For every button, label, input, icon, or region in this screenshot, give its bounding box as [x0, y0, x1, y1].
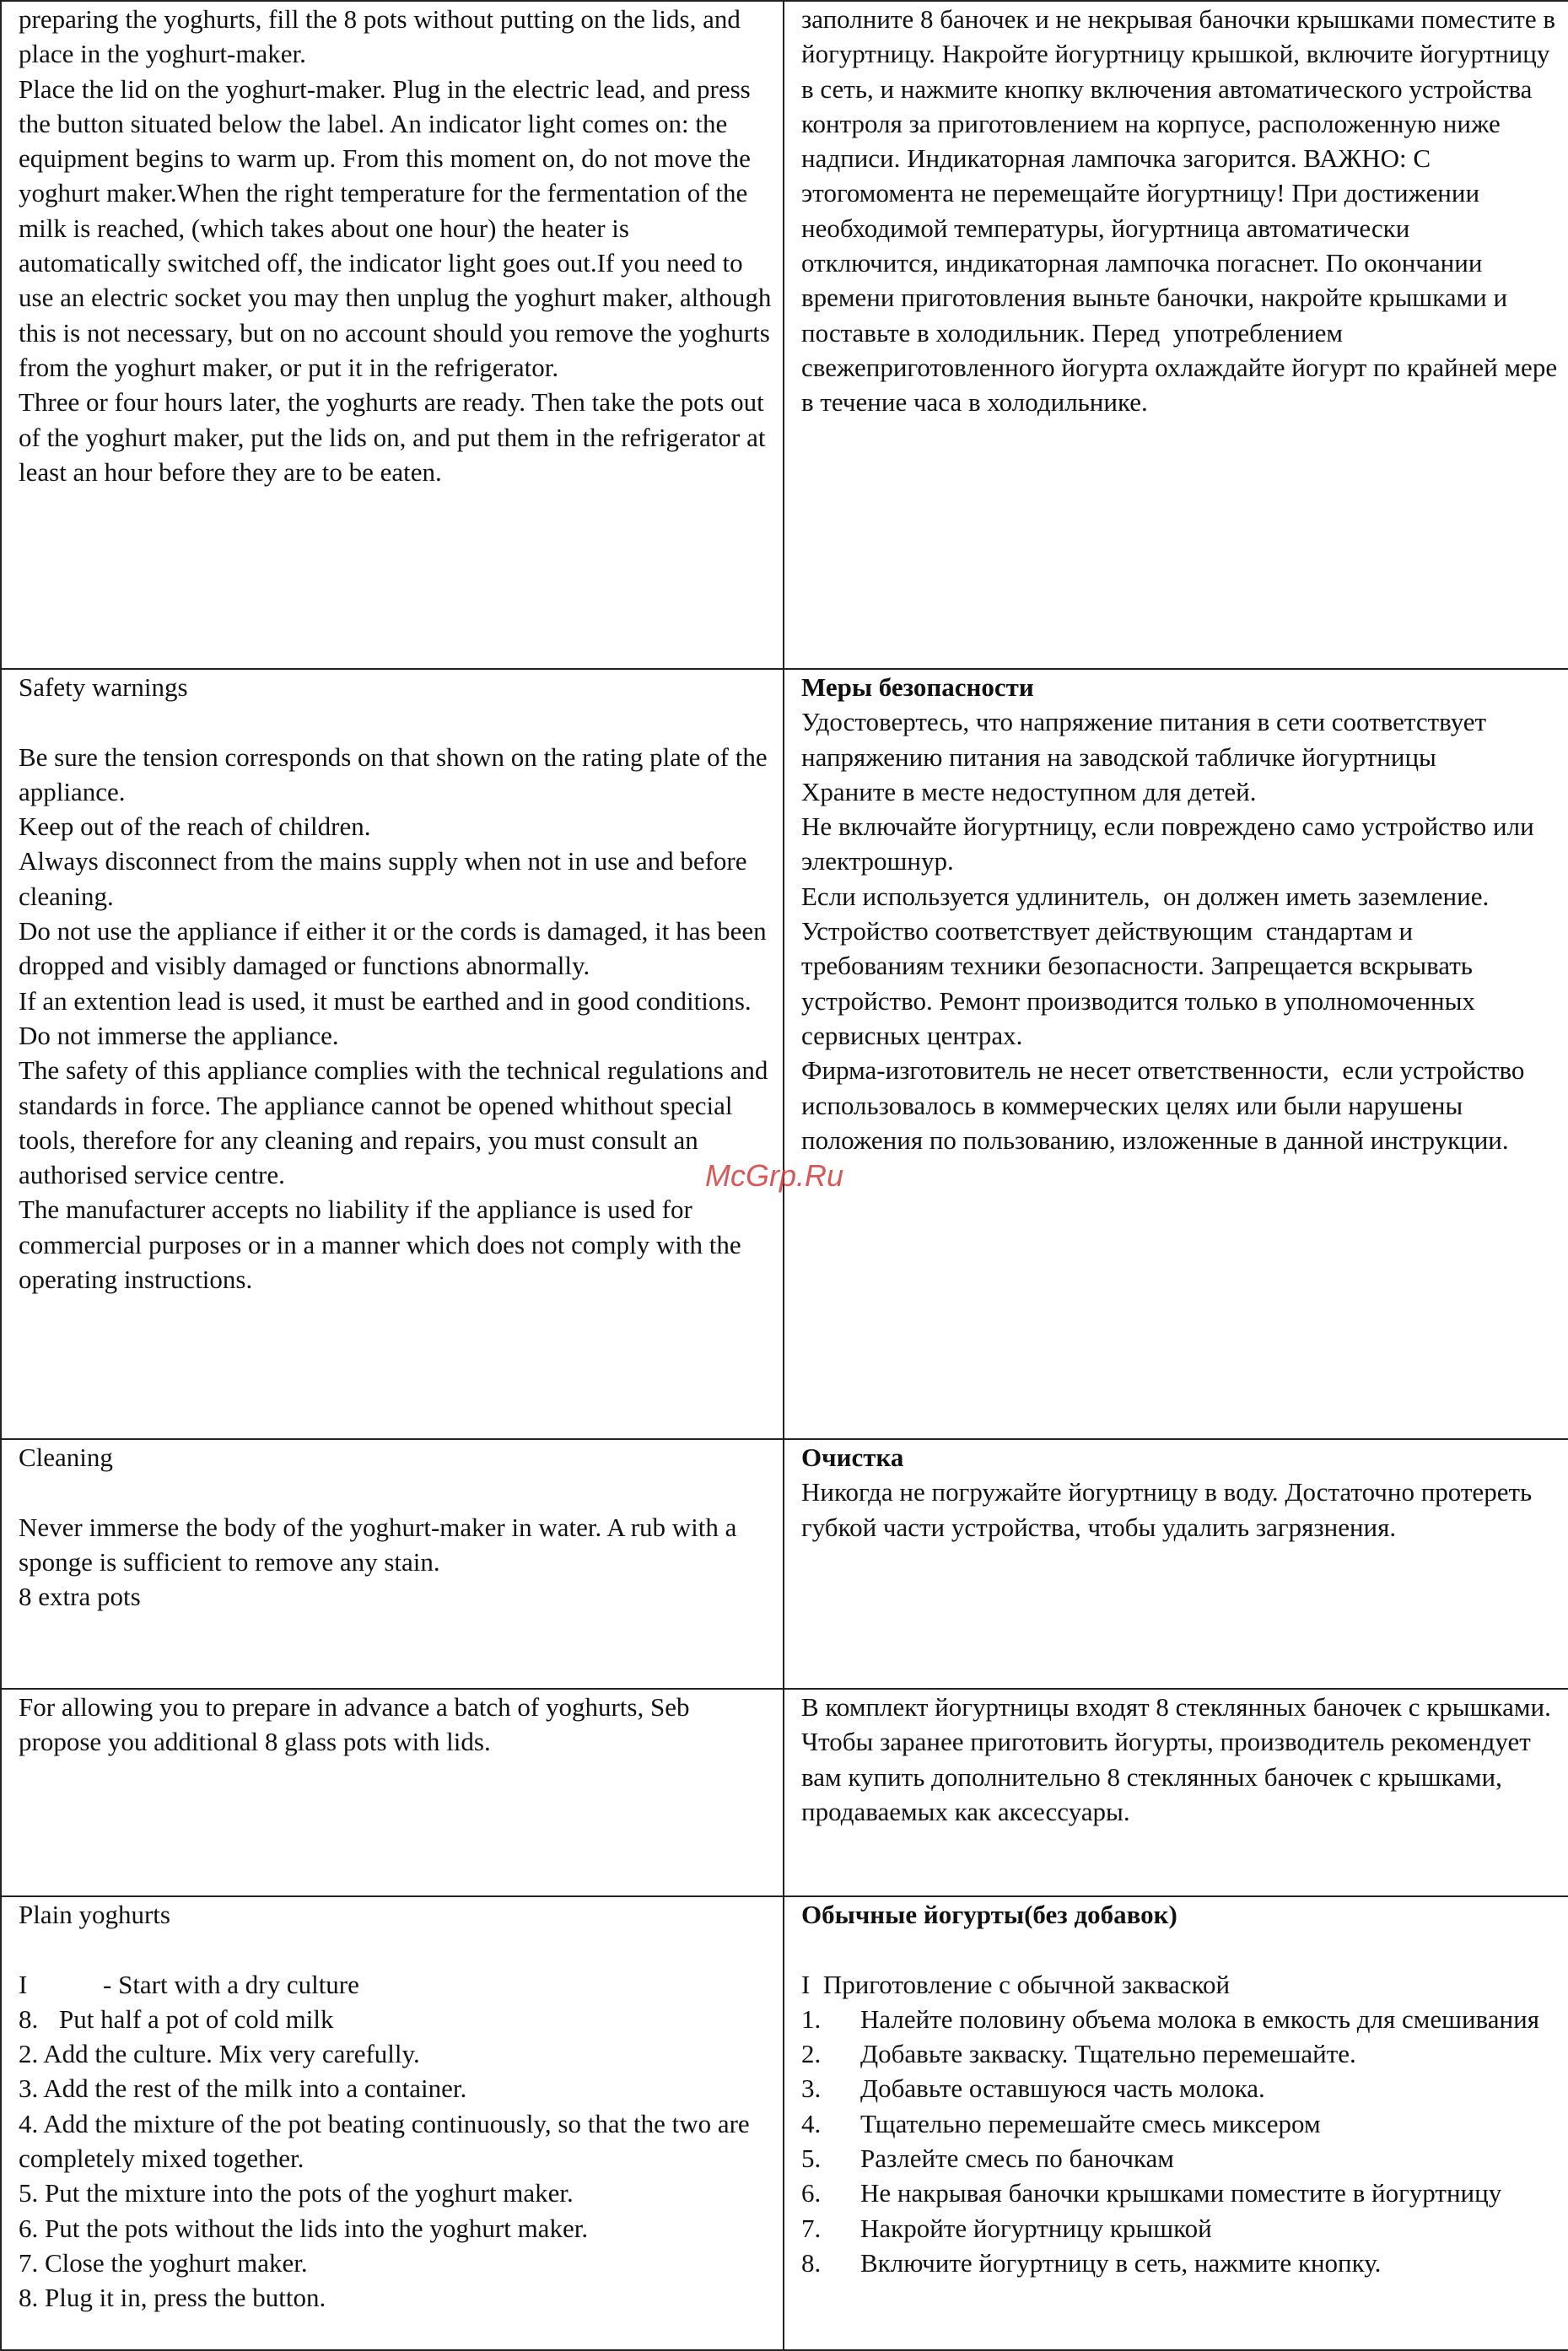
step-number: 7.	[801, 2213, 822, 2243]
step-number: 4.	[801, 2108, 822, 2138]
list-item: 5. Put the mixture into the pots of the yoghurt maker.	[19, 2178, 574, 2208]
section-title: Очистка	[801, 1442, 904, 1472]
step-text: Включите йогуртницу в сеть, нажмите кнопку.	[860, 2247, 1382, 2278]
list-item: 8. Plug it in, press the button.	[19, 2283, 326, 2313]
paragraph: Фирма-изготовитель не несет ответственности, если устройство использовалось в коммерческих целях или были нарушены положения по пользованию, изложенные в данной инструкции.	[801, 1055, 1532, 1155]
paragraph: заполните 8 баночек и не некрывая баночки крышками поместите в йогуртницу. Накройте йогуртницу крышкой, включите йогуртницу в сеть, и нажмите кнопку включения автоматического устройства контроля за приготовлением на корпусе, расположенную ниже надписи. Индикаторная лампочка загорится. ВАЖНО: С этогомомента не перемещайте йогуртницу! При достижении необходимой температуры, йогуртница автоматически отключится, индикаторная лампочка погаснет. По окончании времени приготовления выньте баночки, накройте крышками и поставьте в холодильник. Перед употреблением свежеприготовленного йогурта охлаждайте йогурт по крайней мере в течение часа в холодильнике.	[801, 4, 1564, 418]
paragraph: Be sure the tension corresponds on that shown on the rating plate of the appliance.	[19, 741, 774, 806]
section-title: Обычные йогурты(без добавок)	[801, 1900, 1177, 1929]
paragraph: Чтобы заранее приготовить йогурты, производитель рекомендует вам купить дополнительно 8 стеклянных баночек с крышками, продаваемых как аксессуары.	[801, 1727, 1544, 1826]
paragraph: The safety of this appliance complies with the technical regulations and standards in force. The appliance cannot be opened whithout special tools, therefore for any cleaning and repairs, you must consult an authorised service centre.	[19, 1055, 775, 1190]
paragraph: Do not immerse the appliance.	[19, 1020, 339, 1050]
table-row	[1, 1689, 1568, 1896]
list-item	[801, 2176, 1558, 2210]
section-title: Safety warnings	[19, 672, 188, 702]
paragraph: Не включайте йогуртницу, если повреждено само устройство или электрошнур.	[801, 812, 1541, 876]
section-title: Plain yoghurts	[19, 1900, 170, 1929]
paragraph: Place the lid on the yoghurt-maker. Plug in the electric lead, and press the button situated below the label. An indicator light comes on: the equipment begins to warm up. From this moment on, do not move the yoghurt maker.When the right temperature for the fermentation of the milk is reached, (which takes about one hour) the heater is automatically switched off, the indicator light goes out.If you need to use an electric socket you may then unplug the yoghurt maker, although this is not necessary, but on no account should you remove the yoghurts from the yoghurt maker, or put it in the refrigerator.	[19, 73, 779, 382]
paragraph: Устройство соответствует действующим стандартам и требованиям техники безопасности. Запрещается вскрывать устройство. Ремонт производится только в уполномоченных сервисных центрах.	[801, 916, 1482, 1050]
section-title: Cleaning	[19, 1442, 113, 1472]
list-item	[19, 2002, 773, 2036]
list-item	[801, 2141, 1558, 2176]
paragraph: Храните в месте недоступном для детей.	[801, 776, 1257, 806]
list-item	[801, 2036, 1558, 2071]
list-item: 6. Put the pots without the lids into the yoghurt maker.	[19, 2213, 589, 2243]
row5-english-cell	[1, 1896, 784, 2350]
paragraph: preparing the yoghurts, fill the 8 pots without putting on the lids, and place in the yoghurt-maker.	[19, 4, 747, 69]
row2-russian-cell	[784, 669, 1568, 1439]
section-title: Меры безопасности	[801, 672, 1034, 702]
paragraph: Always disconnect from the mains supply when not in use and before cleaning.	[19, 846, 754, 911]
step-text: Добавьте закваску. Тщательно перемешайте.	[860, 2039, 1356, 2069]
list-item	[801, 2246, 1558, 2280]
paragraph: Never immerse the body of the yoghurt-maker in water. A rub with a sponge is sufficient to remove any stain.	[19, 1512, 744, 1577]
row1-russian-cell	[784, 1, 1568, 669]
step-number: 8.	[801, 2247, 822, 2278]
table-row	[1, 1, 1568, 669]
step-text: Налейте половину объема молока в емкость для смешивания	[860, 2003, 1539, 2034]
step-text: Put half a pot of cold milk	[59, 2003, 334, 2034]
steps-list	[801, 2002, 1558, 2280]
list-item	[801, 2002, 1558, 2036]
step-text: Добавьте оставшуюся часть молока.	[860, 2073, 1265, 2104]
row1-english-cell	[1, 1, 784, 669]
paragraph: Three or four hours later, the yoghurts are ready. Then take the pots out of the yoghurt maker, put the lids on, and put them in the refrigerator at least an hour before they are to be eaten.	[19, 387, 773, 487]
paragraph: Никогда не погружайте йогуртницу в воду. Достаточно протереть губкой части устройства, чтобы удалить загрязнения.	[801, 1477, 1538, 1542]
list-item: 3. Add the rest of the milk into a container.	[19, 2073, 467, 2104]
step-number: 2.	[801, 2039, 822, 2069]
list-item	[801, 2071, 1558, 2106]
paragraph: 8 extra pots	[19, 1582, 141, 1612]
list-item: 2. Add the culture. Mix very carefully.	[19, 2039, 420, 2069]
paragraph: В комплект йогуртницы входят 8 стеклянных баночек с крышками.	[801, 1692, 1551, 1722]
row4-russian-cell	[784, 1689, 1568, 1896]
paragraph: Удостовертесь, что напряжение питания в сети соответствует напряжению питания на заводской табличке йогуртницы	[801, 707, 1493, 772]
list-item: 4. Add the mixture of the pot beating continuously, so that the two are completely mixed together.	[19, 2108, 757, 2174]
step-text: Не накрывая баночки крышками поместите в йогуртницу	[860, 2178, 1502, 2208]
step-number: 8.	[19, 2003, 39, 2034]
list-item: 7. Close the yoghurt maker.	[19, 2247, 308, 2278]
row3-english-cell	[1, 1439, 784, 1689]
list-item	[801, 2106, 1558, 2141]
step-text: Разлейте смесь по баночкам	[860, 2143, 1174, 2174]
watermark: McGrp.Ru	[705, 1158, 844, 1193]
row5-russian-cell	[784, 1896, 1568, 2350]
paragraph: Do not use the appliance if either it or the cords is damaged, it has been dropped and visibly damaged or functions abnormally.	[19, 916, 773, 981]
list-item	[801, 2211, 1558, 2246]
step-number: 3.	[801, 2073, 822, 2104]
paragraph: For allowing you to prepare in advance a batch of yoghurts, Seb propose you additional 8 glass pots with lids.	[19, 1692, 697, 1757]
step-number: 6.	[801, 2178, 822, 2208]
method-heading-text: - Start with a dry culture	[103, 1969, 359, 1999]
paragraph: The manufacturer accepts no liability if the appliance is used for commercial purposes or in a manner which does not comply with the operating instructions.	[19, 1194, 748, 1295]
table-row	[1, 669, 1568, 1439]
step-text: Тщательно перемешайте смесь миксером	[860, 2108, 1321, 2138]
paragraph: If an extention lead is used, it must be earthed and in good conditions.	[19, 985, 752, 1016]
row3-russian-cell	[784, 1439, 1568, 1689]
roman-numeral: I	[19, 1969, 28, 1999]
step-number: 5.	[801, 2143, 822, 2174]
table-row	[1, 1896, 1568, 2350]
step-text: Накройте йогуртницу крышкой	[860, 2213, 1212, 2243]
paragraph: Если используется удлинитель, он должен иметь заземление.	[801, 881, 1490, 911]
method-heading	[19, 1967, 773, 2002]
row4-english-cell	[1, 1689, 784, 1896]
method-heading: I Приготовление с обычной закваской	[801, 1969, 1231, 1999]
table-row	[1, 1439, 1568, 1689]
step-number: 1.	[801, 2003, 822, 2034]
paragraph: Keep out of the reach of children.	[19, 812, 371, 842]
row2-english-cell	[1, 669, 784, 1439]
